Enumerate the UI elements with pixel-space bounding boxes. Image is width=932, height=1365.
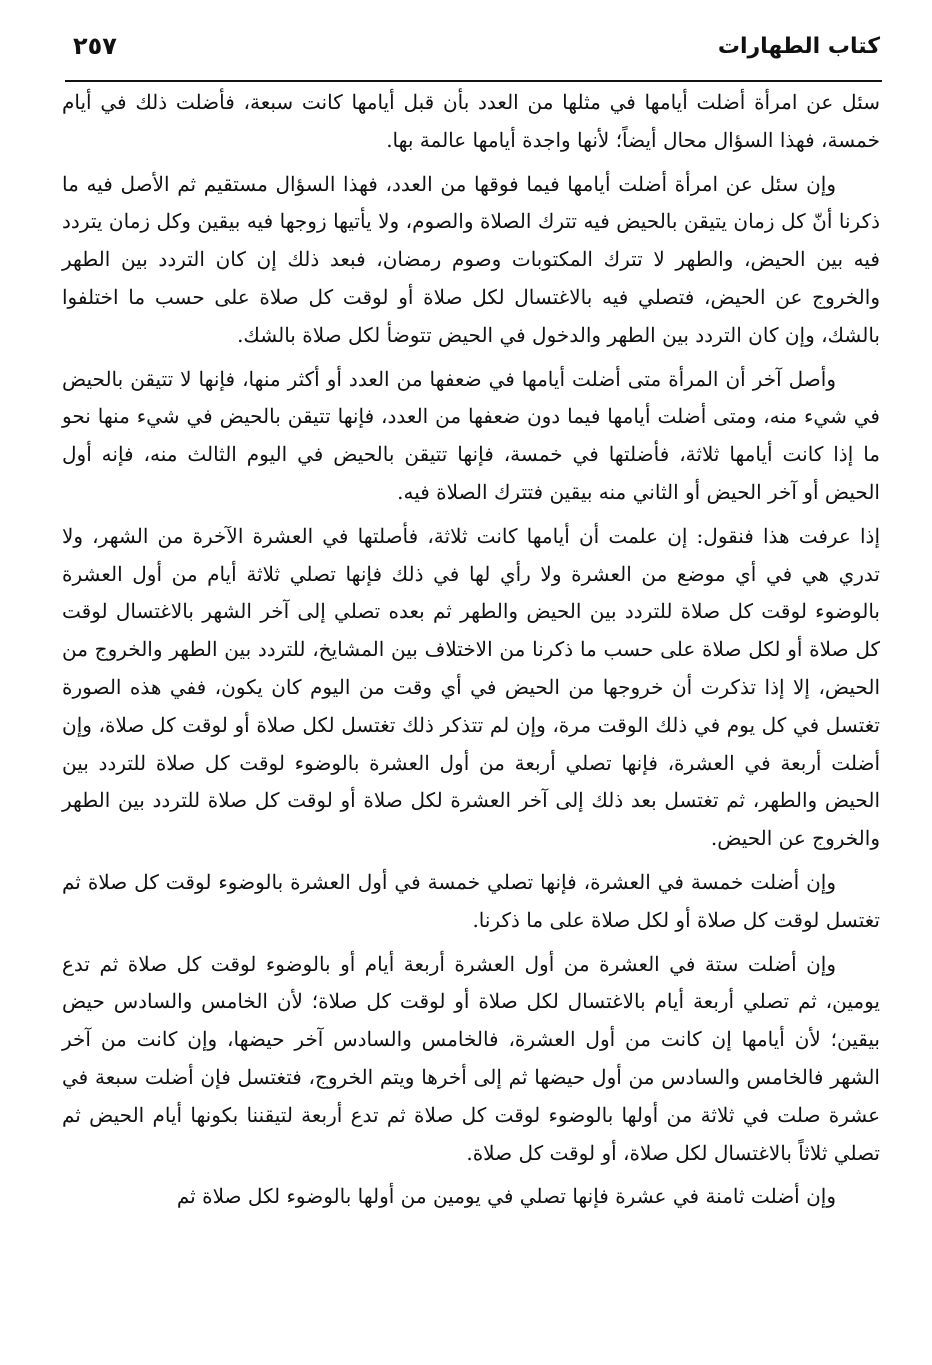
book-title: كتاب الطهارات: [717, 34, 880, 59]
paragraph-7: وإن أضلت ثامنة في عشرة فإنها تصلي في يومين من أولها بالوضوء لكل صلاة ثم: [176, 1184, 836, 1209]
paragraph-3: وأصل آخر أن المرأة متى أضلت أيامها في ضعفها من العدد أو أكثر منها، فإنها لا تتيقن بالحيض في شيء منه، ومتى أضلت أيامها فيما دون ضعفها من العدد، فإنها تتيقن بالحيض في شيء منها نحو ما إذا كانت أيامها ثلاثة، فأضلتها في خمسة، فإنها تتيقن بالحيض في اليوم الثالث منه، فإنه أول الحيض أو آخر الحيض أو الثاني منه بيقين فتترك الصلاة فيه.: [62, 366, 880, 504]
paragraph-6: وإن أضلت ستة في العشرة من أول العشرة أربعة أيام أو بالوضوء لوقت كل صلاة ثم تدع يومين، ثم تصلي أربعة أيام بالاغتسال لكل صلاة أو لوقت كل صلاة؛ لأن الخامس والسادس حيض بيقين؛ لأن أيامها إن كانت من أول العشرة، فالخامس والسادس آخر حيضها، وإن كانت من آخر الشهر فالخامس والسادس من أول حيضها ثم إلى أخرها ويتم الخروج، فتغتسل فإن أضلت سبعة في عشرة صلت في ثلاثة من أولها بالوضوء لوقت كل صلاة ثم تدع أربعة لتيقننا بكونها أيام الحيض ثم تصلي ثلاثاً بالاغتسال لكل صلاة، أو لوقت كل صلاة.: [62, 951, 880, 1165]
body-text: [62, 84, 880, 1216]
paragraph-1: سئل عن امرأة أضلت أيامها في مثلها من العدد بأن قبل أيامها كانت سبعة، فأضلت ذلك في أيام خمسة، فهذا السؤال محال أيضاً؛ لأنها واجدة أيامها عالمة بها.: [62, 90, 880, 152]
paragraph-5: وإن أضلت خمسة في العشرة، فإنها تصلي خمسة في أول العشرة بالوضوء لوقت كل صلاة ثم تغتسل لوقت كل صلاة أو لكل صلاة على ما ذكرنا.: [62, 869, 880, 932]
paragraph-4: إذا عرفت هذا فنقول: إن علمت أن أيامها كانت ثلاثة، فأصلتها في العشرة الآخرة من الشهر، ولا تدري هي في أي موضع من العشرة ولا رأي لها في ذلك فإنها تصلي ثلاثة أيام من أول العشرة بالوضوء لوقت كل صلاة للتردد بين الحيض والطهر ثم بعده تصلي إلى آخر الشهر بالاغتسال لوقت كل صلاة أو لكل صلاة على حسب ما ذكرنا من الاختلاف بين المشايخ، للتردد بين الطهر والخروج من الحيض، إلا إذا تذكرت أن خروجها من الحيض في أي وقت من اليوم كان يكون، ففي هذه الصورة تغتسل في كل يوم في ذلك الوقت مرة، وإن لم تتذكر ذلك تغتسل لكل صلاة أو لوقت كل صلاة، وإن أضلت أربعة في العشرة، فإنها تصلي أربعة من أول العشرة بالوضوء لوقت كل صلاة للتردد بين الحيض والطهر، ثم تغتسل بعد ذلك إلى آخر العشرة لكل صلاة أو لوقت كل صلاة للتردد بين الطهر والخروج عن الحيض.: [62, 523, 880, 851]
page-number: ٢٥٧: [73, 32, 117, 60]
paragraph-2: وإن سئل عن امرأة أضلت أيامها فيما فوقها من العدد، فهذا السؤال مستقيم ثم الأصل فيه ما ذكرنا أنّ كل زمان يتيقن بالحيض فيه تترك الصلاة والصوم، ولا يأتيها زوجها فيه بيقين وكل زمان يتردد فيه بين الحيض، والطهر لا تترك المكتوبات وصوم رمضان، فبعد ذلك إن كان التردد بين الطهر والخروج عن الحيض، فتصلي فيه بالاغتسال لكل صلاة أو لوقت كل صلاة على حسب ما اختلفوا بالشك، وإن كان التردد بين الطهر والدخول في الحيض تتوضأ لكل صلاة بالشك.: [62, 171, 880, 347]
page-header: [65, 30, 882, 82]
